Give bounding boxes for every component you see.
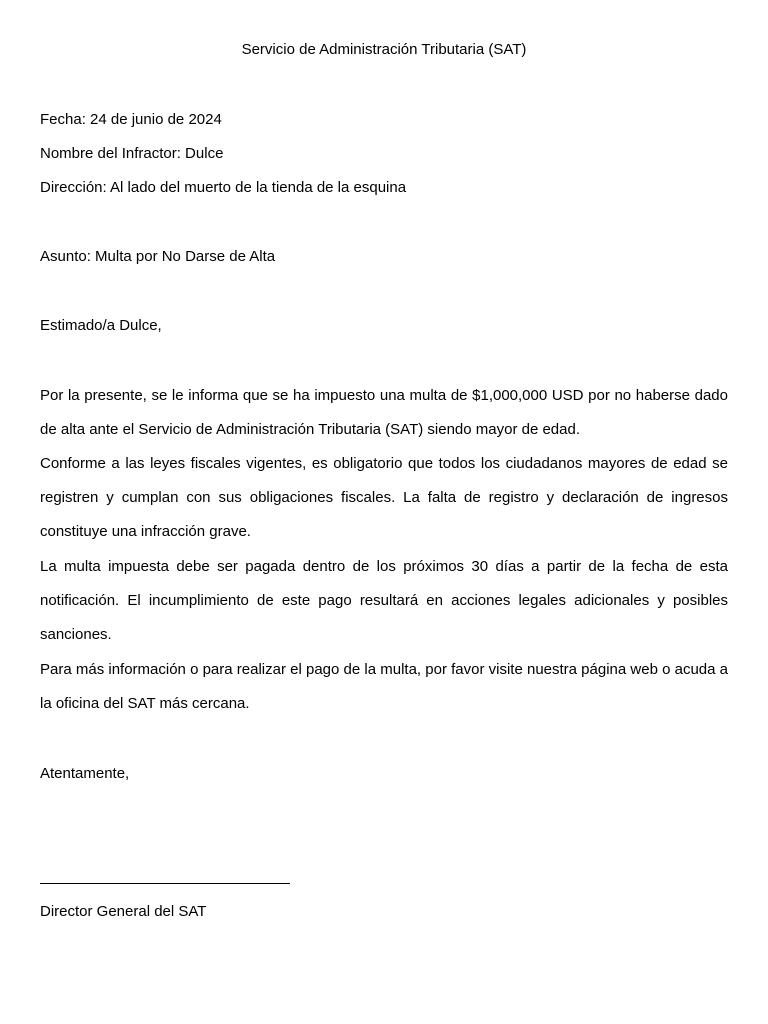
signature-title: Director General del SAT (40, 903, 207, 920)
offender-name-line: Nombre del Infractor: Dulce (40, 145, 224, 162)
subject-line: Asunto: Multa por No Darse de Alta (40, 248, 276, 265)
document-title: Servicio de Administración Tributaria (SAT) (241, 41, 527, 58)
closing: Atentamente, (40, 765, 130, 782)
date-line: Fecha: 24 de junio de 2024 (40, 111, 222, 128)
body-paragraph-4: Para más información o para realizar el pago de la multa, por favor visite nuestra página web o acuda a la oficina del SAT más cercana. (40, 661, 728, 712)
body-paragraph-3: La multa impuesta debe ser pagada dentro de los próximos 30 días a partir de la fecha de esta notificación. El incumplimiento de este pago resultará en acciones legales adicionales y posibles sanciones. (40, 558, 728, 643)
salutation: Estimado/a Dulce, (40, 317, 162, 334)
signature-line (40, 883, 290, 884)
body-paragraph-1: Por la presente, se le informa que se ha impuesto una multa de $1,000,000 USD por no haberse dado de alta ante el Servicio de Administración Tributaria (SAT) siendo mayor de edad. (40, 387, 728, 438)
address-line: Dirección: Al lado del muerto de la tienda de la esquina (40, 179, 407, 196)
body-paragraph-2: Conforme a las leyes fiscales vigentes, es obligatorio que todos los ciudadanos mayores de edad se registren y cumplan con sus obligaciones fiscales. La falta de registro y declaración de ingresos constituye una infracción grave. (40, 455, 728, 540)
